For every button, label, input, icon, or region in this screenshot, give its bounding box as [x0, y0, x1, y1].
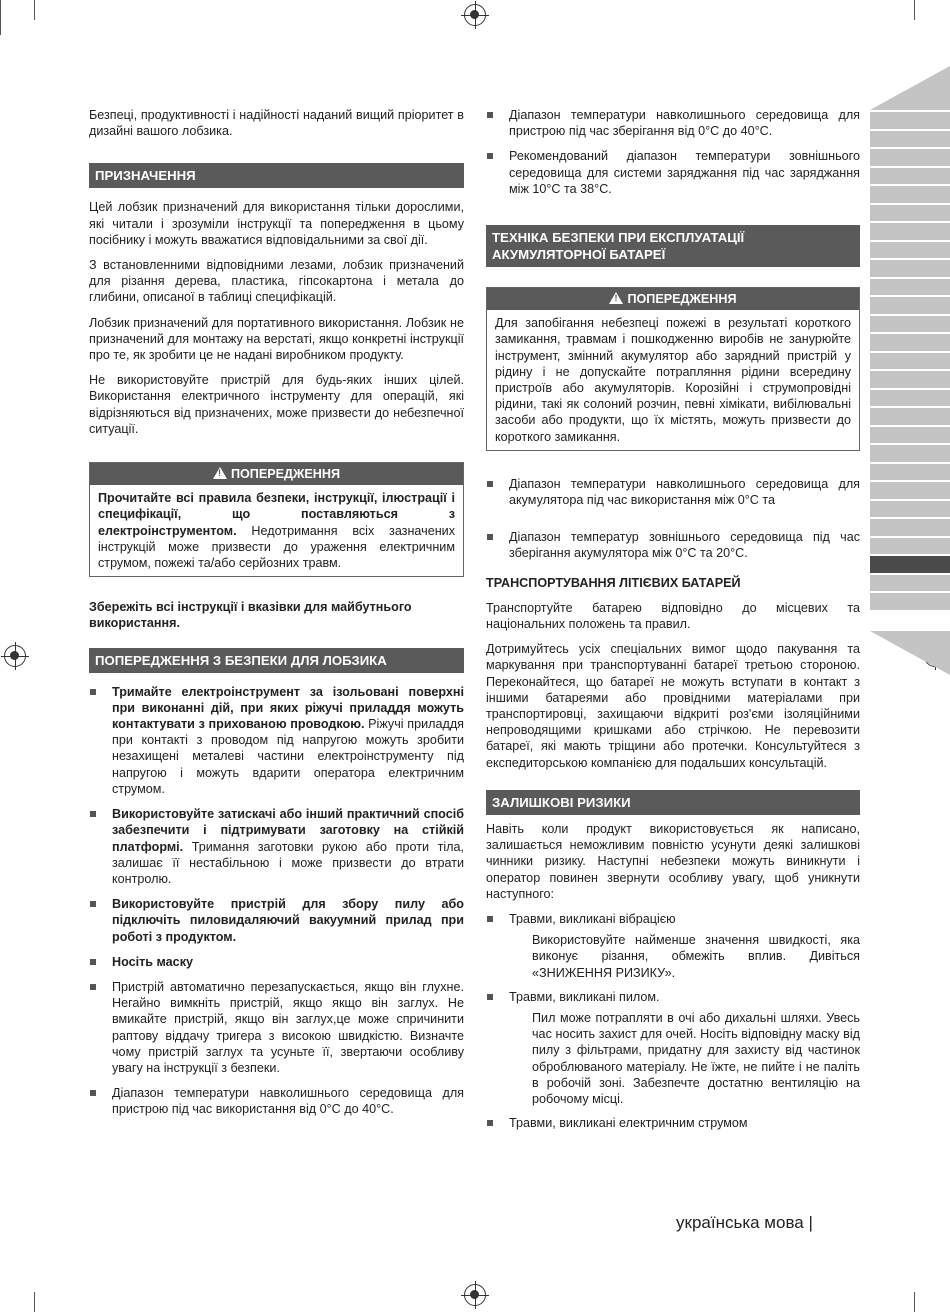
language-tab [870, 223, 950, 240]
page-footer-language: українська мова | [676, 1213, 813, 1232]
language-tab [870, 445, 950, 462]
risk-detail: Використовуйте найменше значення швидкості, яка виконує різання, обмежіть вплив. Дивіться «ЗНИЖЕННЯ РИЗИКУ». [532, 933, 860, 980]
language-tab [870, 482, 950, 499]
language-tab [870, 242, 950, 259]
list-item: Травми, викликані електричним струмом [486, 1115, 860, 1131]
battery-safety-heading: ТЕХНІКА БЕЗПЕКИ ПРИ ЕКСПЛУАТАЦІЇ АКУМУЛЯТОРНОЇ БАТАРЕЇ [486, 225, 860, 267]
keep-instructions-note: Збережіть всі інструкції і вказівки для майбутнього використання. [89, 600, 412, 631]
list-item: Діапазон температури навколишнього середовища для пристрою під час використання від 0°C до 40°C. [89, 1085, 464, 1117]
transport-paragraph: Транспортуйте батарею відповідно до місцевих та національних положень та правил. [486, 600, 860, 632]
warning-box [89, 462, 464, 577]
language-tab [870, 260, 950, 277]
language-tab [870, 334, 950, 351]
language-tab [870, 538, 950, 555]
crop-mark [914, 0, 915, 20]
list-item: Діапазон температур зовнішнього середовища під час зберігання акумулятора між 0°C та 20°C. [486, 529, 860, 561]
residual-risks-paragraph: Навіть коли продукт використовується як написано, залишається неможливим повністю усунути деякі залишкові чинники ризику. Наступні небезпеки можуть виникнути і оператор повинен звернути особливу увагу, щоб уникнути наступного: [486, 821, 860, 901]
language-tab [870, 279, 950, 296]
language-tab [870, 464, 950, 481]
language-tab [870, 205, 950, 222]
transport-heading: ТРАНСПОРТУВАННЯ ЛІТІЄВИХ БАТАРЕЙ [486, 575, 741, 590]
battery-temperature-list [486, 476, 860, 562]
language-tab [870, 501, 950, 518]
language-tabs [870, 112, 950, 612]
warning-box [486, 287, 860, 451]
language-tab [870, 353, 950, 370]
list-item: Пристрій автоматично перезапускається, якщо він глухне. Негайно вимкніть пристрій, якщо якщо він заглух. Не вмикайте пристрій, якщо він заглух,це може спричинити раптову віддачу тригера з високою швидкістю. Визначте чому пристрій заглух та усуньте її, звертаючи особливу увагу на інструкції з безпеки. [89, 979, 464, 1076]
language-tab [870, 390, 950, 407]
warning-body: Прочитайте всі правила безпеки, інструкції, ілюстрації і специфікації, що поставляються з електроінструментом. Недотримання всіх зазначених інструкцій може призвести до ураження електричним струмом, пожежі та/або серйозних травм. [98, 491, 455, 571]
language-tab [870, 186, 950, 203]
language-tab [870, 297, 950, 314]
purpose-paragraph: З встановленними відповідними лезами, лобзик призначений для різання дерева, пластика, гіпсокартона і метала до глибини, описаної в таблиці специфікацій. [89, 258, 464, 305]
crop-mark [914, 1292, 915, 1312]
list-item: Рекомендований діапазон температури зовнішнього середовища для системи заряджання під час заряджання між 10°C та 38°C. [486, 148, 860, 197]
temperature-list [486, 107, 860, 197]
residual-risks-heading: ЗАЛИШКОВІ РИЗИКИ [486, 790, 860, 815]
language-tab [870, 112, 950, 129]
language-tab [870, 316, 950, 333]
list-item: Травми, викликані пилом. [486, 989, 860, 1005]
language-tab [870, 168, 950, 185]
safety-list [89, 684, 464, 1118]
purpose-paragraph: Лобзик призначений для портативного використання. Лобзик не призначений для монтажу на верстаті, якщо конкретні інструкції про те, як зробити це не надані виробником продукту. [89, 315, 464, 363]
purpose-heading: ПРИЗНАЧЕННЯ [89, 163, 464, 188]
list-item: Травми, викликані вібрацією [486, 911, 860, 927]
list-item: Діапазон температури навколишнього середовища для акумулятора під час використання між 0°C та [486, 476, 860, 508]
language-tab [870, 427, 950, 444]
language-tab [870, 371, 950, 388]
risk-detail: Пил може потрапляти в очі або дихальні шляхи. Увесь час носить захист для очей. Носіть відповідну маску від пилу з фільтрами, придатну для захисту від частинок оброблюваного матеріалу. Не їжте, не пийте і не паліть в робочій зоні. Забезпечте достатню вентиляцію на робочому місці. [532, 1010, 860, 1106]
list-item: Використовуйте затискачі або інший практичний спосіб забезпечити і підтримувати заготовку на стійкій платформі. Тримання заготовки рукою або проти тіла, залишає її нестабільною і може призвести до втрати контролю. [89, 806, 464, 887]
crop-mark [34, 0, 35, 20]
warning-title: !ПОПЕРЕДЖЕННЯ [487, 288, 859, 310]
list-item: Носіть маску [89, 954, 464, 970]
registration-mark-icon [464, 4, 486, 26]
language-tab [870, 575, 950, 592]
warning-title: !ПОПЕРЕДЖЕННЯ [90, 463, 463, 485]
warning-icon [609, 292, 623, 304]
language-tab [870, 131, 950, 148]
transport-paragraph: Дотримуйтесь усіх спеціальних вимог щодо пакування та маркування при транспортуванні батареї третьою стороною. Переконайтеся, що батареї не можуть вступати в контакт з іншими батареями або провідними матеріалами при транспортировці, захищаючи відкриті роз'єми ізоляційними непроводящими кришками або стрічкою. Не перевозити батареї, які мають тріщини або протечки. Консультуйтеся з експедиторською компанією для подальших консультацій. [486, 642, 860, 770]
list-item: Використовуйте пристрій для збору пилу або підключіть пиловидаляючий вакуумний прилад при роботі з продуктом. [89, 896, 464, 945]
jigsaw-safety-heading: ПОПЕРЕДЖЕННЯ З БЕЗПЕКИ ДЛЯ ЛОБЗИКА [89, 648, 464, 673]
purpose-paragraph: Цей лобзик призначений для використання тільки дорослими, які читали і зрозуміли інструкції та попередження в цьому посібнику і можуть вважатися відповідальними за свої дії. [89, 200, 464, 247]
crop-mark [34, 1292, 35, 1312]
list-item: Тримайте електроінструмент за ізольовані поверхні при виконанні дій, при яких ріжучі приладдя можуть контактувати з прихованою проводкою. Ріжучі приладдя при контакті з проводом під напругою можуть зробити незахищені металеві частини електроінструменту під напругою і можуть вдарити оператора електричним струмом. [89, 684, 464, 797]
registration-mark-icon [464, 1284, 486, 1306]
language-tab-bevel [870, 66, 950, 110]
language-tab [870, 593, 950, 610]
intro-text: Безпеці, продуктивності і надійності наданий вищий пріоритет в дизайні вашого лобзика. [89, 108, 464, 139]
registration-mark-icon [4, 645, 26, 667]
crop-mark [0, 0, 1, 35]
purpose-paragraph: Не використовуйте пристрій для будь-яких інших цілей. Використання електричного інструменту для операцій, які відрізняються від призначених, може призвести до небезпечної ситуації. [89, 373, 464, 436]
language-tab-active [870, 556, 950, 573]
warning-icon [213, 467, 227, 479]
language-tab-bevel-bottom [870, 631, 950, 675]
right-column [486, 107, 860, 1140]
left-column [89, 107, 464, 1127]
language-tab [870, 519, 950, 536]
warning-body: Для запобігання небезпеці пожежі в результаті короткого замикання, травмам і пошкодженню виробів не занурюйте інструмент, змінний акумулятор або зарядний пристрій у рідину і не допускайте потрапляння рідини всередину пристроїв або акумуляторів. Корозійні і струмопровідні рідини, такі як солоний розчин, певні хімікати, вибілювальні засоби або продукти, що їх містять, можуть призвести до короткого замикання. [495, 316, 851, 444]
risks-list [486, 911, 860, 927]
list-item: Діапазон температури навколишнього середовища для пристрою під час зберігання від 0°C до 40°C. [486, 107, 860, 139]
language-tab [870, 149, 950, 166]
risks-list [486, 1115, 860, 1131]
language-tab [870, 408, 950, 425]
risks-list [486, 989, 860, 1005]
